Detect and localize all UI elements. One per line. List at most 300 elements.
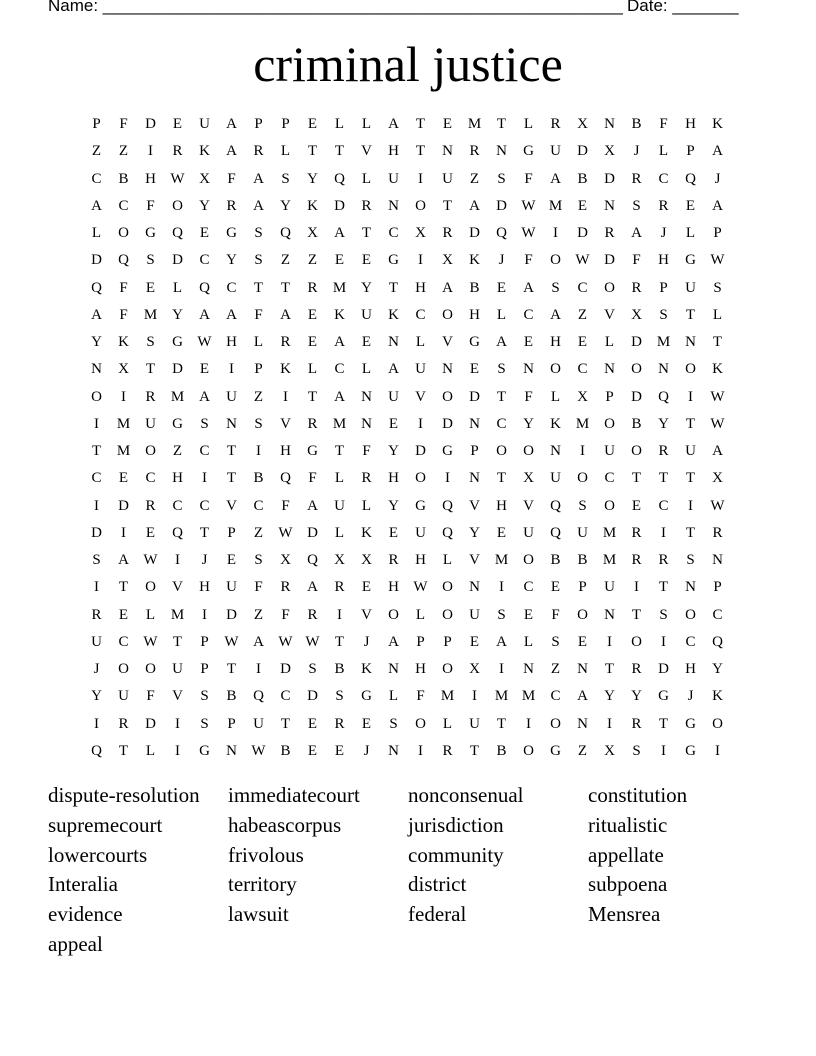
grid-letter: A bbox=[550, 170, 561, 187]
grid-letter: W bbox=[170, 170, 185, 187]
grid-letter: N bbox=[523, 661, 534, 678]
grid-letter: T bbox=[172, 633, 183, 650]
grid-letter: Q bbox=[442, 524, 453, 541]
grid-letter: U bbox=[388, 170, 399, 187]
grid-letter: E bbox=[307, 306, 318, 323]
grid-letter: G bbox=[226, 225, 237, 242]
grid-letter: V bbox=[469, 497, 480, 514]
grid-letter: I bbox=[175, 715, 180, 732]
grid-letter: I bbox=[553, 225, 558, 242]
grid-letter: T bbox=[118, 579, 129, 596]
grid-letter: T bbox=[496, 715, 507, 732]
grid-letter: R bbox=[442, 225, 453, 242]
grid-letter: U bbox=[469, 606, 480, 623]
grid-letter: T bbox=[658, 579, 669, 596]
grid-letter: N bbox=[361, 388, 372, 405]
grid-letter: W bbox=[521, 225, 536, 242]
grid-letter: S bbox=[335, 688, 344, 705]
grid-letter: O bbox=[118, 225, 129, 242]
grid-letter: X bbox=[118, 361, 129, 378]
word-list-item: appellate bbox=[588, 842, 664, 867]
word-list-item: nonconsenual bbox=[408, 783, 524, 807]
grid-letter: O bbox=[442, 606, 453, 623]
grid-letter: A bbox=[334, 334, 345, 351]
grid-letter: Z bbox=[91, 143, 102, 160]
grid-letter: E bbox=[550, 579, 561, 596]
grid-letter: L bbox=[496, 306, 507, 323]
grid-letter: Z bbox=[253, 524, 264, 541]
grid-letter: U bbox=[550, 143, 561, 160]
grid-letter: C bbox=[496, 415, 507, 432]
grid-letter: A bbox=[118, 552, 129, 569]
grid-letter: A bbox=[226, 143, 237, 160]
grid-letter: S bbox=[632, 197, 641, 214]
grid-letter: V bbox=[415, 388, 426, 405]
grid-letter: U bbox=[550, 470, 561, 487]
grid-letter: Q bbox=[334, 170, 345, 187]
grid-letter: Q bbox=[253, 688, 264, 705]
grid-letter: I bbox=[202, 470, 207, 487]
grid-letter: W bbox=[710, 252, 725, 269]
grid-letter: P bbox=[281, 116, 290, 133]
grid-letter: L bbox=[658, 143, 669, 160]
grid-letter: I bbox=[94, 497, 99, 514]
grid-letter: Q bbox=[118, 252, 129, 269]
grid-letter: J bbox=[714, 170, 721, 187]
grid-letter: Q bbox=[280, 225, 291, 242]
grid-letter: L bbox=[334, 116, 345, 133]
grid-letter: T bbox=[118, 742, 129, 759]
grid-letter: R bbox=[334, 715, 345, 732]
grid-letter: H bbox=[226, 334, 237, 351]
grid-letter: G bbox=[469, 334, 480, 351]
grid-letter: X bbox=[334, 552, 345, 569]
grid-letter: R bbox=[307, 606, 318, 623]
grid-letter: Z bbox=[469, 170, 480, 187]
grid-letter: U bbox=[685, 443, 696, 460]
grid-letter: V bbox=[172, 688, 183, 705]
grid-letter: R bbox=[91, 606, 102, 623]
grid-letter: O bbox=[496, 443, 507, 460]
grid-letter: H bbox=[658, 252, 669, 269]
grid-letter: S bbox=[308, 661, 317, 678]
grid-letter: S bbox=[632, 742, 641, 759]
grid-letter: N bbox=[226, 742, 237, 759]
grid-letter: M bbox=[467, 116, 482, 133]
grid-letter: R bbox=[307, 415, 318, 432]
grid-letter: G bbox=[685, 742, 696, 759]
grid-letter: F bbox=[254, 579, 263, 596]
grid-letter: E bbox=[523, 606, 534, 623]
grid-letter: E bbox=[685, 197, 696, 214]
header bbox=[48, 0, 748, 20]
grid-letter: A bbox=[388, 116, 399, 133]
grid-letter: I bbox=[175, 742, 180, 759]
grid-letter: C bbox=[685, 633, 696, 650]
grid-letter: A bbox=[631, 225, 642, 242]
grid-letter: O bbox=[415, 470, 426, 487]
grid-letter: Q bbox=[91, 279, 102, 296]
grid-letter: N bbox=[361, 415, 372, 432]
grid-letter: I bbox=[175, 552, 180, 569]
grid-letter: U bbox=[226, 579, 237, 596]
grid-letter: R bbox=[280, 579, 291, 596]
grid-letter: O bbox=[172, 197, 183, 214]
grid-letter: H bbox=[469, 306, 480, 323]
grid-letter: U bbox=[388, 388, 399, 405]
letter-grid bbox=[83, 111, 733, 765]
grid-letter: A bbox=[199, 306, 210, 323]
grid-letter: H bbox=[199, 579, 210, 596]
grid-letter: S bbox=[254, 252, 263, 269]
grid-letter: N bbox=[91, 361, 102, 378]
grid-letter: J bbox=[660, 225, 667, 242]
grid-letter: I bbox=[688, 388, 693, 405]
grid-letter: U bbox=[361, 306, 372, 323]
grid-letter: C bbox=[199, 497, 210, 514]
grid-letter: M bbox=[602, 524, 617, 541]
grid-letter: U bbox=[253, 715, 264, 732]
grid-letter: N bbox=[604, 361, 615, 378]
grid-letter: I bbox=[337, 606, 342, 623]
grid-letter: Y bbox=[307, 170, 318, 187]
grid-letter: O bbox=[118, 661, 129, 678]
grid-letter: E bbox=[496, 524, 507, 541]
grid-letter: W bbox=[197, 334, 212, 351]
grid-letter: J bbox=[363, 633, 370, 650]
grid-letter: H bbox=[145, 170, 156, 187]
grid-letter: U bbox=[118, 688, 129, 705]
word-list-item: lawsuit bbox=[228, 902, 289, 927]
grid-letter: R bbox=[388, 552, 399, 569]
grid-letter: L bbox=[91, 225, 102, 242]
grid-letter: J bbox=[687, 688, 694, 705]
grid-letter: W bbox=[224, 633, 239, 650]
grid-letter: L bbox=[442, 552, 453, 569]
grid-letter: D bbox=[577, 143, 588, 160]
grid-letter: B bbox=[631, 116, 642, 133]
grid-letter: R bbox=[361, 470, 372, 487]
grid-letter: L bbox=[415, 334, 426, 351]
grid-letter: Y bbox=[361, 279, 372, 296]
grid-letter: I bbox=[607, 715, 612, 732]
grid-letter: S bbox=[254, 225, 263, 242]
grid-letter: N bbox=[550, 443, 561, 460]
grid-letter: D bbox=[631, 334, 642, 351]
grid-letter: E bbox=[631, 497, 642, 514]
grid-letter: X bbox=[307, 225, 318, 242]
grid-letter: B bbox=[631, 415, 642, 432]
grid-letter: E bbox=[388, 524, 399, 541]
grid-letter: E bbox=[172, 116, 183, 133]
grid-letter: D bbox=[496, 197, 507, 214]
grid-letter: O bbox=[604, 497, 615, 514]
grid-letter: K bbox=[361, 524, 372, 541]
grid-letter: F bbox=[362, 443, 371, 460]
grid-letter: F bbox=[119, 116, 128, 133]
grid-letter: B bbox=[496, 742, 507, 759]
grid-letter: J bbox=[498, 252, 505, 269]
grid-letter: U bbox=[145, 415, 156, 432]
grid-letter: N bbox=[388, 661, 399, 678]
grid-letter: S bbox=[92, 552, 101, 569]
grid-letter: A bbox=[253, 170, 264, 187]
grid-letter: O bbox=[145, 579, 156, 596]
grid-letter: M bbox=[143, 306, 158, 323]
grid-letter: F bbox=[416, 688, 425, 705]
grid-letter: E bbox=[334, 252, 345, 269]
grid-letter: K bbox=[712, 361, 723, 378]
grid-letter: X bbox=[442, 252, 453, 269]
grid-letter: I bbox=[688, 497, 693, 514]
grid-letter: Y bbox=[226, 252, 237, 269]
word-list-item: appeal bbox=[48, 931, 103, 956]
grid-letter: R bbox=[442, 742, 453, 759]
grid-letter: R bbox=[658, 443, 669, 460]
grid-letter: Z bbox=[253, 606, 264, 623]
grid-letter: R bbox=[253, 143, 264, 160]
grid-letter: K bbox=[550, 415, 561, 432]
word-list-item: subpoena bbox=[588, 872, 668, 897]
grid-letter: Y bbox=[631, 688, 642, 705]
grid-letter: H bbox=[388, 470, 399, 487]
grid-letter: D bbox=[658, 661, 669, 678]
grid-letter: T bbox=[226, 470, 237, 487]
grid-letter: M bbox=[656, 334, 671, 351]
grid-letter: H bbox=[685, 661, 696, 678]
grid-letter: T bbox=[226, 661, 237, 678]
grid-letter: X bbox=[577, 116, 588, 133]
grid-letter: X bbox=[361, 552, 372, 569]
grid-letter: A bbox=[307, 579, 318, 596]
grid-letter: R bbox=[631, 552, 642, 569]
grid-letter: R bbox=[226, 197, 237, 214]
grid-letter: L bbox=[685, 225, 696, 242]
grid-letter: X bbox=[604, 742, 615, 759]
grid-letter: W bbox=[305, 633, 320, 650]
grid-letter: W bbox=[710, 415, 725, 432]
grid-letter: T bbox=[334, 443, 345, 460]
grid-letter: T bbox=[631, 606, 642, 623]
grid-letter: X bbox=[199, 170, 210, 187]
word-list-item: Interalia bbox=[48, 872, 118, 897]
grid-letter: Y bbox=[91, 688, 102, 705]
word-list-item: Mensrea bbox=[588, 902, 661, 927]
grid-letter: E bbox=[226, 552, 237, 569]
grid-letter: T bbox=[280, 279, 291, 296]
grid-letter: R bbox=[631, 524, 642, 541]
grid-letter: T bbox=[685, 524, 696, 541]
grid-letter: U bbox=[685, 279, 696, 296]
grid-letter: N bbox=[442, 361, 453, 378]
grid-letter: K bbox=[118, 334, 129, 351]
grid-letter: O bbox=[577, 606, 588, 623]
grid-letter: P bbox=[227, 715, 236, 732]
grid-letter: V bbox=[469, 552, 480, 569]
grid-letter: F bbox=[146, 197, 155, 214]
grid-letter: I bbox=[418, 415, 423, 432]
word-list-item: lowercourts bbox=[48, 842, 148, 867]
grid-letter: A bbox=[253, 633, 264, 650]
grid-letter: I bbox=[121, 524, 126, 541]
grid-letter: E bbox=[118, 470, 129, 487]
grid-letter: H bbox=[415, 279, 426, 296]
grid-letter: R bbox=[658, 197, 669, 214]
grid-letter: T bbox=[253, 279, 264, 296]
grid-letter: Z bbox=[118, 143, 129, 160]
grid-letter: U bbox=[172, 661, 183, 678]
grid-letter: Q bbox=[172, 225, 183, 242]
grid-letter: U bbox=[334, 497, 345, 514]
grid-letter: M bbox=[170, 606, 185, 623]
grid-letter: L bbox=[172, 279, 183, 296]
grid-letter: Q bbox=[712, 633, 723, 650]
grid-letter: C bbox=[91, 470, 102, 487]
grid-letter: T bbox=[442, 197, 453, 214]
grid-letter: D bbox=[469, 225, 480, 242]
grid-letter: I bbox=[580, 443, 585, 460]
grid-letter: A bbox=[226, 116, 237, 133]
grid-letter: U bbox=[469, 715, 480, 732]
grid-letter: X bbox=[523, 470, 534, 487]
word-list-item: district bbox=[408, 872, 467, 897]
grid-letter: N bbox=[442, 143, 453, 160]
grid-letter: Y bbox=[280, 197, 291, 214]
grid-letter: A bbox=[712, 443, 723, 460]
grid-letter: L bbox=[334, 524, 345, 541]
grid-letter: O bbox=[91, 388, 102, 405]
grid-letter: U bbox=[415, 524, 426, 541]
grid-letter: T bbox=[712, 334, 723, 351]
grid-letter: T bbox=[307, 143, 318, 160]
grid-letter: L bbox=[712, 306, 723, 323]
grid-letter: A bbox=[577, 688, 588, 705]
grid-letter: N bbox=[388, 197, 399, 214]
grid-letter: K bbox=[361, 661, 372, 678]
grid-letter: D bbox=[145, 116, 156, 133]
grid-letter: E bbox=[199, 225, 210, 242]
grid-letter: B bbox=[577, 170, 588, 187]
grid-letter: D bbox=[469, 388, 480, 405]
grid-letter: O bbox=[712, 715, 723, 732]
grid-letter: L bbox=[145, 742, 156, 759]
grid-letter: A bbox=[334, 388, 345, 405]
grid-letter: T bbox=[658, 715, 669, 732]
grid-letter: E bbox=[118, 606, 129, 623]
grid-letter: I bbox=[661, 633, 666, 650]
grid-letter: S bbox=[497, 170, 506, 187]
grid-letter: B bbox=[226, 688, 237, 705]
grid-letter: P bbox=[254, 361, 263, 378]
grid-letter: S bbox=[659, 306, 668, 323]
grid-letter: L bbox=[361, 361, 372, 378]
grid-letter: N bbox=[523, 361, 534, 378]
grid-letter: I bbox=[445, 470, 450, 487]
grid-letter: U bbox=[226, 388, 237, 405]
grid-letter: V bbox=[604, 306, 615, 323]
grid-letter: B bbox=[577, 552, 588, 569]
grid-letter: U bbox=[577, 524, 588, 541]
date-field-line: Date: _______ bbox=[627, 0, 739, 15]
grid-letter: W bbox=[278, 524, 293, 541]
grid-letter: C bbox=[523, 306, 534, 323]
grid-letter: G bbox=[415, 497, 426, 514]
grid-letter: Q bbox=[199, 279, 210, 296]
grid-letter: E bbox=[577, 197, 588, 214]
grid-letter: M bbox=[116, 443, 131, 460]
grid-letter: M bbox=[440, 688, 455, 705]
grid-letter: R bbox=[172, 143, 183, 160]
grid-letter: Z bbox=[307, 252, 318, 269]
grid-letter: Q bbox=[496, 225, 507, 242]
grid-letter: O bbox=[685, 361, 696, 378]
grid-letter: T bbox=[604, 661, 615, 678]
grid-letter: Y bbox=[388, 497, 399, 514]
grid-letter: I bbox=[148, 143, 153, 160]
grid-letter: E bbox=[307, 334, 318, 351]
grid-letter: V bbox=[442, 334, 453, 351]
grid-letter: P bbox=[254, 116, 263, 133]
grid-letter: D bbox=[577, 225, 588, 242]
grid-letter: M bbox=[332, 415, 347, 432]
grid-letter: C bbox=[415, 306, 426, 323]
grid-letter: S bbox=[281, 170, 290, 187]
grid-letter: A bbox=[253, 197, 264, 214]
grid-letter: A bbox=[307, 497, 318, 514]
grid-letter: F bbox=[524, 252, 533, 269]
grid-letter: T bbox=[469, 742, 480, 759]
grid-letter: G bbox=[145, 225, 156, 242]
grid-letter: R bbox=[550, 116, 561, 133]
grid-letter: Y bbox=[469, 524, 480, 541]
grid-letter: W bbox=[575, 252, 590, 269]
grid-letter: N bbox=[604, 606, 615, 623]
grid-letter: C bbox=[172, 497, 183, 514]
grid-letter: L bbox=[280, 143, 291, 160]
grid-letter: R bbox=[712, 524, 723, 541]
grid-letter: T bbox=[631, 470, 642, 487]
grid-letter: T bbox=[361, 225, 372, 242]
grid-letter: P bbox=[713, 579, 722, 596]
grid-letter: A bbox=[442, 279, 453, 296]
grid-letter: T bbox=[388, 279, 399, 296]
grid-letter: D bbox=[631, 388, 642, 405]
grid-letter: X bbox=[415, 225, 426, 242]
grid-letter: O bbox=[523, 443, 534, 460]
grid-letter: H bbox=[550, 334, 561, 351]
grid-letter: S bbox=[659, 606, 668, 623]
grid-letter: Q bbox=[550, 497, 561, 514]
grid-letter: J bbox=[633, 143, 640, 160]
grid-letter: J bbox=[93, 661, 100, 678]
grid-letter: K bbox=[307, 197, 318, 214]
grid-letter: E bbox=[523, 334, 534, 351]
grid-letter: T bbox=[685, 470, 696, 487]
grid-letter: N bbox=[496, 143, 507, 160]
grid-letter: C bbox=[145, 470, 156, 487]
grid-letter: L bbox=[523, 633, 534, 650]
grid-letter: H bbox=[685, 116, 696, 133]
grid-letter: P bbox=[605, 388, 614, 405]
grid-letter: D bbox=[118, 497, 129, 514]
grid-letter: F bbox=[308, 470, 317, 487]
grid-letter: R bbox=[280, 334, 291, 351]
grid-letter: R bbox=[307, 279, 318, 296]
grid-letter: I bbox=[283, 388, 288, 405]
grid-letter: J bbox=[363, 742, 370, 759]
grid-letter: C bbox=[199, 252, 210, 269]
grid-letter: M bbox=[602, 552, 617, 569]
